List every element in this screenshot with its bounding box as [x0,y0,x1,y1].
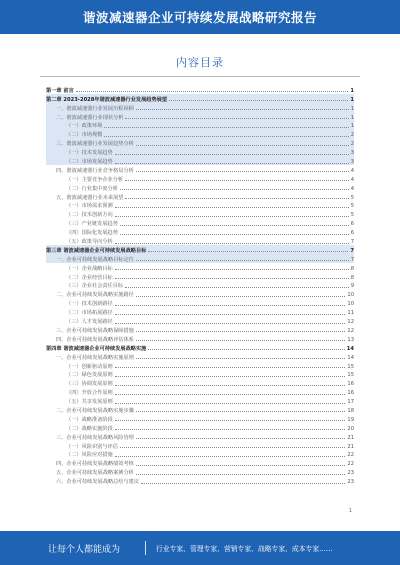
toc-entry-page: 8 [350,274,354,281]
toc-entry-label: （一）风险识别与评估 [66,443,118,450]
toc-leader-dots [125,180,349,181]
toc-entry-label: （二）战略实施阶段 [66,425,113,432]
toc-leader-dots [136,171,349,172]
toc-entry[interactable] [46,343,354,352]
toc-entry-page: 9 [350,283,354,290]
toc-leader-dots [148,251,348,252]
toc-entry-page: 4 [350,167,354,174]
toc-entry[interactable] [46,129,354,138]
footer-tagline: 行业专家、管理专家、营销专家、战略专家、成本专家…… [156,545,333,553]
toc-leader-dots [169,100,348,101]
toc-leader-dots [115,429,346,430]
toc-entry-label: 二、企业可持续发展战略实施路径 [56,292,134,299]
toc-entry-page: 1 [350,105,354,112]
toc-entry-label: （二）企业经营目标 [66,274,113,281]
toc-entry-label: 四、企业可持续发展战略评估体系 [56,336,134,343]
toc-entry-page: 13 [347,336,354,343]
toc-leader-dots [76,91,349,92]
toc-entry[interactable] [46,467,354,476]
toc-entry[interactable] [46,218,354,227]
toc-entry-page: 1 [350,114,354,121]
toc-leader-dots [115,278,349,279]
toc-entry-label: 五、企业可持续发展战略案例分析 [56,470,134,477]
toc-entry[interactable] [46,263,354,272]
toc-entry[interactable] [46,112,354,121]
toc-entry-label: （三）产业链发展趋势 [66,221,118,228]
toc-entry-page: 17 [347,399,354,406]
toc-entry-label: （四）国际化发展趋势 [66,230,118,237]
footer-separator [145,541,146,555]
toc-entry-page: 16 [347,390,354,397]
toc-entry-label: 一、企业可持续发展战略实施原则 [56,354,134,361]
toc-entry-label: 第二章 2023-2028年谐波减速器行业发展趋势展望 [46,96,168,103]
toc-entry-page: 14 [347,354,354,361]
toc-entry-label: 第一章 前言 [46,87,74,94]
toc-entry-label: （一）创新驱动原则 [66,363,113,370]
toc-divider [40,76,360,77]
toc-entry[interactable] [46,156,354,165]
toc-entry[interactable] [46,325,354,334]
toc-entry-page: 12 [347,319,354,326]
toc-leader-dots [115,305,346,306]
toc-entry-page: 5 [350,203,354,210]
toc-entry-label: （四）开放合作原则 [66,390,113,397]
toc-entry[interactable] [46,378,354,387]
toc-entry[interactable] [46,103,354,112]
toc-entry-page: 6 [350,230,354,237]
toc-entry-page: 7 [350,247,354,254]
toc-leader-dots [115,403,346,404]
toc-entry[interactable] [46,165,354,174]
toc-entry-page: 6 [350,221,354,228]
toc-entry-page: 2 [350,141,354,148]
toc-entry-label: 三、企业可持续发展战略风险管理 [56,434,134,441]
toc-entry-label: 五、谐波减速器行业未来展望 [56,194,124,201]
toc-entry-page: 7 [350,256,354,263]
toc-entry-label: （二）市场发展趋势 [66,159,113,166]
table-of-contents [46,85,354,485]
toc-entry-label: （二）风险应对措施 [66,452,113,459]
toc-entry-page: 21 [347,434,354,441]
toc-entry-page: 15 [347,363,354,370]
toc-entry[interactable] [46,396,354,405]
toc-entry[interactable] [46,138,354,147]
toc-entry-page: 23 [347,479,354,486]
toc-entry[interactable] [46,147,354,156]
toc-entry[interactable] [46,423,354,432]
toc-entry-page: 14 [346,345,354,352]
toc-leader-dots [115,376,346,377]
toc-entry-page: 18 [347,407,354,414]
toc-leader-dots [136,465,346,466]
toc-leader-dots [115,314,346,315]
toc-entry-page: 1 [350,96,354,103]
toc-leader-dots [136,331,346,332]
toc-entry[interactable] [46,307,354,316]
toc-entry-label: 第三章 谐波减速器企业可持续发展战略目标 [46,247,147,254]
toc-leader-dots [136,260,349,261]
toc-entry-page: 4 [350,176,354,183]
toc-leader-dots [136,340,346,341]
toc-entry-page: 23 [347,470,354,477]
toc-entry-label: 三、企业可持续发展战略保障措施 [56,327,134,334]
toc-leader-dots [115,207,349,208]
toc-leader-dots [115,163,349,164]
toc-leader-dots [120,234,349,235]
toc-entry-page: 3 [350,159,354,166]
toc-entry[interactable] [46,316,354,325]
toc-entry-page: 15 [347,372,354,379]
toc-entry-label: 第四章 谐波减速器企业可持续发展战略实施 [46,345,147,352]
toc-entry[interactable] [46,334,354,343]
toc-entry-label: （一）技术创新路径 [66,301,113,308]
toc-entry[interactable] [46,476,354,485]
toc-entry-label: （二）市场拓展路径 [66,310,113,317]
toc-entry[interactable] [46,458,354,467]
toc-entry[interactable] [46,183,354,192]
toc-entry-page: 5 [350,212,354,219]
toc-leader-dots [136,438,346,439]
footer-slogan: 让每个人都能成为 [48,544,121,555]
toc-entry-label: （二）技术创新方向 [66,212,113,219]
toc-leader-dots [136,296,346,297]
toc-entry[interactable] [46,441,354,450]
toc-entry[interactable] [46,121,354,130]
toc-entry-label: （一）企业战略目标 [66,265,113,272]
toc-entry-label: （二）市场规模 [66,132,103,139]
toc-leader-dots [125,118,348,119]
toc-leader-dots [136,109,349,110]
toc-leader-dots [136,474,346,475]
toc-entry[interactable] [46,85,354,94]
toc-entry[interactable] [46,192,354,201]
toc-entry-label: 二、企业可持续发展战略实施步骤 [56,407,134,414]
toc-leader-dots [115,154,349,155]
toc-leader-dots [125,287,349,288]
toc-leader-dots [115,385,346,386]
toc-heading: 内容目录 [176,56,224,69]
footer-bar [0,531,400,565]
toc-entry-page: 19 [347,416,354,423]
toc-entry-label: （五）政策导向分析 [66,239,113,246]
toc-entry-label: （二）行业集中度分析 [66,185,118,192]
toc-entry-page: 1 [350,123,354,130]
toc-leader-dots [120,189,349,190]
toc-entry-page: 1 [350,87,354,94]
toc-entry[interactable] [46,236,354,245]
toc-entry-label: 四、企业可持续发展战略绩效考核 [56,461,134,468]
toc-leader-dots [141,483,345,484]
toc-entry[interactable] [46,227,354,236]
toc-entry[interactable] [46,361,354,370]
toc-leader-dots [120,225,349,226]
toc-entry[interactable] [46,209,354,218]
toc-entry-page: 22 [347,452,354,459]
toc-entry-label: 四、谐波减速器行业竞争格局分析 [56,167,134,174]
toc-leader-dots [115,243,349,244]
report-header-bar [0,0,400,34]
toc-entry-page: 10 [347,292,354,299]
toc-leader-dots [125,198,348,199]
toc-entry-label: （五）共享发展原则 [66,399,113,406]
toc-entry[interactable] [46,94,354,103]
toc-leader-dots [115,323,346,324]
toc-entry-label: （一）主要竞争企业分析 [66,176,124,183]
toc-entry-page: 11 [347,310,354,317]
toc-entry[interactable] [46,201,354,210]
toc-entry-page: 10 [347,301,354,308]
toc-entry-label: 一、企业可持续发展战略目标定位 [56,256,134,263]
toc-entry[interactable] [46,432,354,441]
toc-entry[interactable] [46,272,354,281]
toc-leader-dots [104,127,348,128]
toc-entry-label: （三）企业社会责任目标 [66,283,124,290]
toc-entry[interactable] [46,245,354,254]
toc-entry[interactable] [46,254,354,263]
toc-entry-page: 2 [350,132,354,139]
toc-leader-dots [115,269,349,270]
toc-entry[interactable] [46,281,354,290]
page-number: 1 [348,508,352,514]
toc-entry[interactable] [46,450,354,459]
toc-entry-label: （一）政策环境 [66,123,103,130]
toc-entry-label: （一）技术发展趋势 [66,150,113,157]
toc-entry[interactable] [46,289,354,298]
toc-entry-label: 六、企业可持续发展战略总结与建议 [56,479,140,486]
toc-leader-dots [136,145,349,146]
toc-entry-page: 3 [350,150,354,157]
toc-leader-dots [115,394,346,395]
toc-entry-label: （三）人才发展路径 [66,319,113,326]
toc-leader-dots [120,447,346,448]
toc-entry[interactable] [46,352,354,361]
toc-entry[interactable] [46,414,354,423]
toc-leader-dots [115,216,349,217]
toc-entry-page: 16 [347,381,354,388]
toc-entry-label: （一）战略准备阶段 [66,416,113,423]
toc-entry-page: 20 [347,425,354,432]
toc-entry-page: 5 [350,194,354,201]
toc-leader-dots [115,456,346,457]
toc-entry[interactable] [46,298,354,307]
toc-entry-label: （二）绿色发展原则 [66,372,113,379]
toc-entry-label: 二、谐波减速器行业现状分析 [56,114,124,121]
toc-leader-dots [115,420,346,421]
toc-entry-page: 21 [347,443,354,450]
toc-leader-dots [136,411,346,412]
toc-leader-dots [136,358,346,359]
toc-entry-page: 4 [350,185,354,192]
toc-entry-page: 7 [350,239,354,246]
toc-entry-label: 一、谐波减速器行业发展历程回顾 [56,105,134,112]
toc-entry-label: （三）协调发展原则 [66,381,113,388]
toc-leader-dots [104,136,348,137]
report-title: 谐波减速器企业可持续发展战略研究报告 [82,10,317,25]
toc-entry-label: （一）市场需求预测 [66,203,113,210]
toc-leader-dots [148,349,344,350]
toc-entry-label: 三、谐波减速器行业发展趋势分析 [56,141,134,148]
toc-entry-page: 12 [347,327,354,334]
toc-entry[interactable] [46,370,354,379]
toc-entry-page: 8 [350,265,354,272]
toc-entry[interactable] [46,174,354,183]
toc-entry[interactable] [46,387,354,396]
toc-leader-dots [115,367,346,368]
toc-entry-page: 22 [347,461,354,468]
toc-entry[interactable] [46,405,354,414]
